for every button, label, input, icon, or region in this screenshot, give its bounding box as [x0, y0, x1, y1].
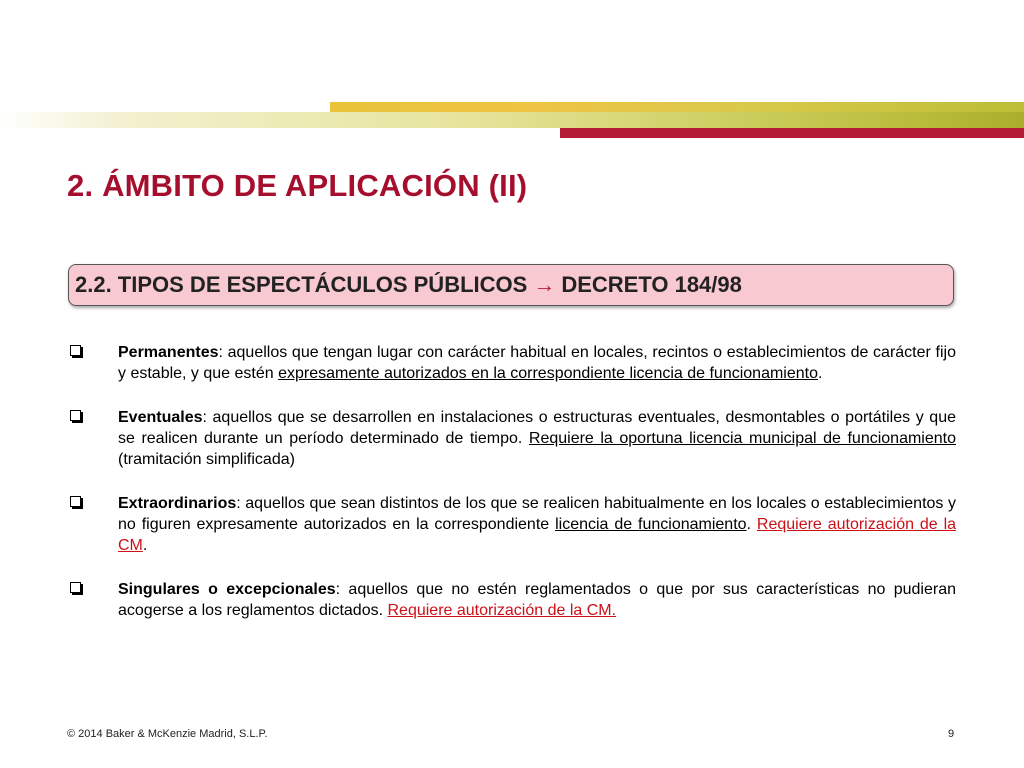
subheading-decree: DECRETO 184/98: [561, 272, 742, 297]
list-item: [68, 407, 956, 470]
item-text: Permanentes: aquellos que tengan lugar con carácter habitual en locales, recintos o establecimientos de carácter fijo y estable, y que estén expresamente autorizados en la correspondiente licencia de funcionamiento.: [118, 344, 956, 382]
subheading-text: 2.2. TIPOS DE ESPECTÁCULOS PÚBLICOS: [75, 272, 528, 297]
header-red-band: [560, 128, 1024, 138]
checkbox-bullet-icon: [68, 407, 118, 423]
item-term: Permanentes: [118, 344, 219, 361]
header-gradient-band: [0, 112, 1024, 128]
list-item: [68, 493, 956, 556]
header-accent-band: [330, 102, 1024, 112]
item-term: Extraordinarios: [118, 495, 237, 512]
item-text: Eventuales: aquellos que se desarrollen en instalaciones o estructuras eventuales, desmontables o portátiles y que se realicen durante un período determinado de tiempo. Requiere la oportuna licencia municipal de funcionamiento (tramitación simplificada): [118, 409, 957, 468]
checkbox-bullet-icon: [68, 579, 118, 595]
underlined-text: expresamente autorizados en la correspondiente licencia de funcionamiento: [278, 365, 818, 382]
item-text: Singulares o excepcionales: aquellos que no estén reglamentados o que por sus características no pudieran acogerse a los reglamentos dictados. Requiere autorización de la CM.: [118, 581, 956, 619]
slide-title: 2. ÁMBITO DE APLICACIÓN (II): [67, 168, 528, 203]
section-subheading: [68, 264, 954, 306]
list-item: [68, 579, 956, 621]
page-number: 9: [948, 728, 955, 740]
item-text: Extraordinarios: aquellos que sean distintos de los que se realicen habitualmente en los locales o establecimientos y no figuren expresamente autorizados en la correspondiente licencia de funcionamiento. Requiere autorización de la CM.: [118, 495, 957, 554]
list-item: [68, 342, 956, 384]
bullet-list: [68, 342, 956, 644]
item-term: Eventuales: [118, 409, 203, 426]
item-term: Singulares o excepcionales: [118, 581, 336, 598]
underlined-text: licencia de funcionamiento: [555, 516, 747, 533]
requirement-link: Requiere autorización de la CM: [118, 516, 957, 554]
arrow-right-icon: →: [533, 272, 556, 297]
requirement-link: Requiere autorización de la CM.: [387, 602, 617, 619]
checkbox-bullet-icon: [68, 493, 118, 509]
underlined-text: Requiere la oportuna licencia municipal de funcionamiento: [528, 430, 957, 447]
checkbox-bullet-icon: [68, 342, 118, 358]
footer-copyright: © 2014 Baker & McKenzie Madrid, S.L.P.: [67, 728, 268, 740]
